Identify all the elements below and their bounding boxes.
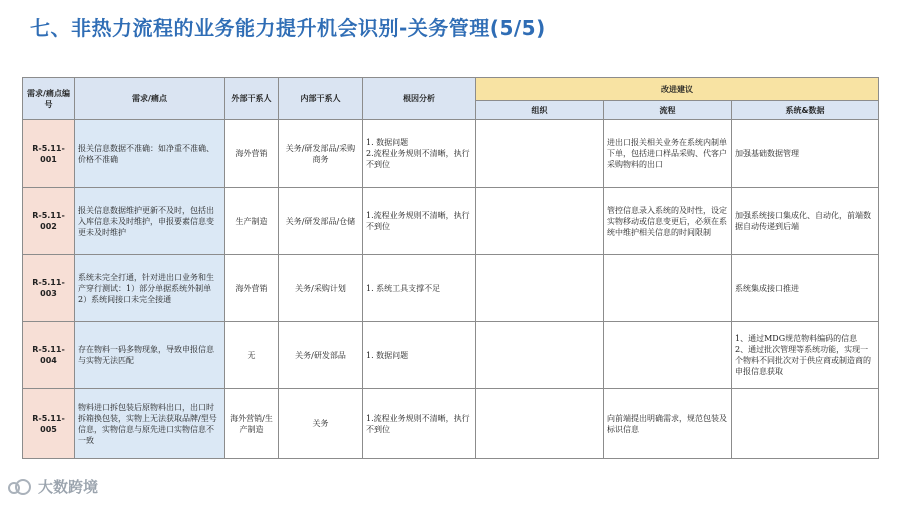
cell-org: [476, 188, 604, 255]
cell-external: 海外营销: [225, 120, 279, 188]
cell-root-cause: 1.流程业务规则不清晰，执行不到位: [363, 389, 476, 459]
header-id: 需求/痛点编号: [23, 78, 75, 120]
cell-process: 管控信息录入系统的及时性，设定实物移动或信息变更后，必须在系统中维护相关信息的时间限制: [604, 188, 732, 255]
cell-org: [476, 389, 604, 459]
cell-id: R-5.11-003: [23, 255, 75, 322]
cell-root-cause: 1. 数据问题: [363, 322, 476, 389]
cell-org: [476, 322, 604, 389]
cell-need: 系统未完全打通，针对进出口业务和生产穿行测试：1）部分单据系统外制单 2）系统间接口未完全接通: [75, 255, 225, 322]
cell-internal: 关务: [279, 389, 363, 459]
cell-system: 1、通过MDG规范物料编码的信息 2、通过批次管理等系统功能，实现一个物料不同批次对于供应商或制造商的申报信息获取: [732, 322, 879, 389]
cell-need: 报关信息数据维护更新不及时，包括出入库信息未及时维护，申报要素信息变更未及时维护: [75, 188, 225, 255]
header-system: 系统&数据: [732, 101, 879, 120]
cell-id: R-5.11-004: [23, 322, 75, 389]
cell-root-cause: 1.流程业务规则不清晰，执行不到位: [363, 188, 476, 255]
cell-process: [604, 255, 732, 322]
table-row: [23, 389, 879, 459]
table-row: [23, 322, 879, 389]
table-row: [23, 188, 879, 255]
customs-table-container: [22, 77, 878, 459]
page-title: 七、非热力流程的业务能力提升机会识别-关务管理(5/5): [30, 16, 546, 40]
header-external: 外部干系人: [225, 78, 279, 120]
cell-id: R-5.11-005: [23, 389, 75, 459]
cell-system: [732, 389, 879, 459]
cell-internal: 关务/研发部品/采购商务: [279, 120, 363, 188]
cell-org: [476, 120, 604, 188]
cell-system: 系统集成接口推进: [732, 255, 879, 322]
cell-root-cause: 1. 系统工具支撑不足: [363, 255, 476, 322]
cell-external: 生产制造: [225, 188, 279, 255]
cell-external: 无: [225, 322, 279, 389]
cell-internal: 关务/采购计划: [279, 255, 363, 322]
header-org: 组织: [476, 101, 604, 120]
watermark-text: 大数跨境: [38, 478, 99, 496]
cell-process: 向前端提出明确需求，规范包装及标识信息: [604, 389, 732, 459]
cell-system: 加强系统接口集成化、自动化，前端数据自动传递到后端: [732, 188, 879, 255]
cell-external: 海外营销/生产制造: [225, 389, 279, 459]
watermark: [8, 476, 98, 497]
cell-id: R-5.11-001: [23, 120, 75, 188]
cell-internal: 关务/研发部品: [279, 322, 363, 389]
header-need: 需求/痛点: [75, 78, 225, 120]
table-row: [23, 120, 879, 188]
cell-root-cause: 1. 数据问题 2.流程业务规则不清晰，执行不到位: [363, 120, 476, 188]
cell-need: 物料进口拆包装后原物料出口，出口时拆箱换包装，实物上无法获取品牌/型号信息，实物信息与原先进口实物信息不一致: [75, 389, 225, 459]
cell-need: 报关信息数据不准确：如净重不准确、价格不准确: [75, 120, 225, 188]
cell-process: 进出口报关相关业务在系统内制单下单，包括进口样品采购、代客户采购物料的出口: [604, 120, 732, 188]
cell-external: 海外营销: [225, 255, 279, 322]
table-body: [23, 120, 879, 459]
cell-system: 加强基础数据管理: [732, 120, 879, 188]
cell-internal: 关务/研发部品/仓储: [279, 188, 363, 255]
header-root-cause: 根因分析: [363, 78, 476, 120]
cell-process: [604, 322, 732, 389]
header-row-top: [23, 78, 879, 101]
customs-improvement-table: [22, 77, 879, 459]
header-process: 流程: [604, 101, 732, 120]
cell-need: 存在物料一码多物现象，导致申报信息与实物无法匹配: [75, 322, 225, 389]
table-row: [23, 255, 879, 322]
cell-org: [476, 255, 604, 322]
header-internal: 内部干系人: [279, 78, 363, 120]
cell-id: R-5.11-002: [23, 188, 75, 255]
header-improvement: 改进建议: [476, 78, 879, 101]
watermark-logo-icon: [8, 478, 32, 496]
